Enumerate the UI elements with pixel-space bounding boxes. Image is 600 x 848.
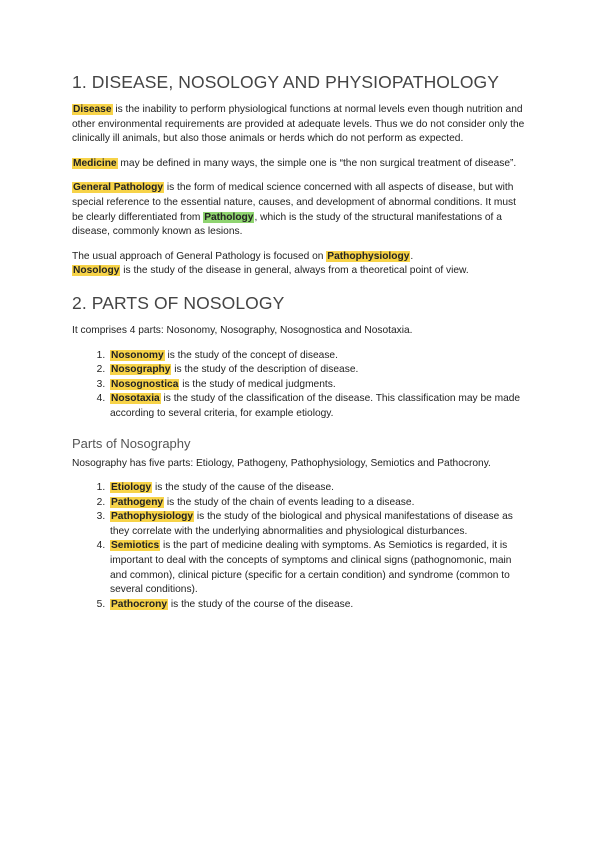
list-item [108, 481, 530, 496]
term-highlight: Nosognostica [111, 378, 179, 390]
nosology-parts-list [72, 349, 530, 422]
list-item [108, 539, 530, 597]
term-highlight: Semiotics [111, 540, 160, 552]
list-item-text: is the study of the description of disease. [171, 364, 359, 376]
list-item [108, 378, 530, 393]
section-1-heading: 1. DISEASE, NOSOLOGY AND PHYSIOPATHOLOGY [72, 72, 500, 92]
term-highlight: Nosography [111, 364, 171, 376]
paragraph-text: is the inability to perform physiological functions at normal levels even though nutrition and other environmental requirements are provided at adequate levels. Thus we do not consider only the clinically ill animals, but also those animals or herds which do not perform as expected. [72, 104, 525, 145]
nosography-parts-list [72, 481, 530, 612]
nosography-parts-intro: Nosography has five parts: Etiology, Pathogeny, Pathophysiology, Semiotics and Pathocrony. [72, 457, 491, 469]
list-item [108, 510, 530, 539]
medicine-definition [72, 157, 530, 172]
list-item-text: is the study of the biological and physical manifestations of disease as they correlate with the underlying abnormalities and physiological disturbances. [110, 511, 513, 537]
nosology-parts-intro: It comprises 4 parts: Nosonomy, Nosography, Nosognostica and Nosotaxia. [72, 324, 413, 336]
term-highlight: Nosotaxia [111, 393, 160, 405]
term-highlight: Pathophysiology [327, 250, 410, 262]
list-item [108, 363, 530, 378]
term-highlight: Etiology [111, 482, 152, 494]
subsection-heading: Parts of Nosography [72, 435, 191, 451]
list-item [108, 598, 530, 613]
term-highlight: Disease [73, 104, 112, 115]
list-item-text: is the study of the chain of events leading to a disease. [164, 496, 415, 508]
list-item-text: is the study of medical judgments. [179, 378, 336, 390]
paragraph-text: may be defined in many ways, the simple one is “the non surgical treatment of disease”. [117, 157, 517, 169]
general-pathology-definition [72, 181, 530, 239]
list-item-text: is the study of the course of the disease. [168, 598, 354, 610]
general-pathology-approach [72, 250, 530, 265]
list-item-text: is the study of the concept of disease. [164, 349, 338, 361]
term-highlight-green: Pathology [204, 211, 254, 223]
paragraph-text: is the form of medical science concerned with all aspects of disease, but with special reference to the essential nature, causes, and development of abnormal conditions. It must be clearly differentiated from [72, 182, 516, 223]
term-highlight: Pathophysiology [111, 511, 194, 523]
list-item-text: is the study of the classification of the disease. This classification may be made according to several criteria, for example etiology. [110, 393, 521, 419]
section-2-heading: 2. PARTS OF NOSOLOGY [72, 292, 285, 313]
list-item-text: is the part of medicine dealing with symptoms. As Semiotics is regarded, it is important to deal with the concepts of symptoms and clinical signs (pathognomonic, main and common), clinical picture (specific for a certain condition) and syndrome (common to several conditions). [110, 540, 512, 596]
term-highlight: General Pathology [73, 182, 164, 194]
paragraph-text: . [410, 250, 414, 262]
term-highlight: Pathogeny [111, 496, 164, 508]
list-item-text: is the study of the cause of the disease. [152, 482, 334, 494]
list-item [108, 392, 530, 421]
term-highlight: Nosology [73, 265, 120, 277]
term-highlight: Medicine [73, 157, 117, 169]
paragraph-text: , which is the study of the structural manifestations of a disease, commonly known as lesions. [72, 211, 502, 238]
term-highlight: Nosonomy [111, 349, 164, 361]
list-item [108, 349, 530, 364]
paragraph-text: is the study of the disease in general, always from a theoretical point of view. [120, 265, 469, 277]
list-item [108, 496, 530, 511]
paragraph-text: The usual approach of General Pathology is focused on [72, 250, 327, 262]
disease-definition [72, 103, 530, 147]
term-highlight: Pathocrony [111, 598, 168, 610]
nosology-definition [72, 264, 530, 279]
